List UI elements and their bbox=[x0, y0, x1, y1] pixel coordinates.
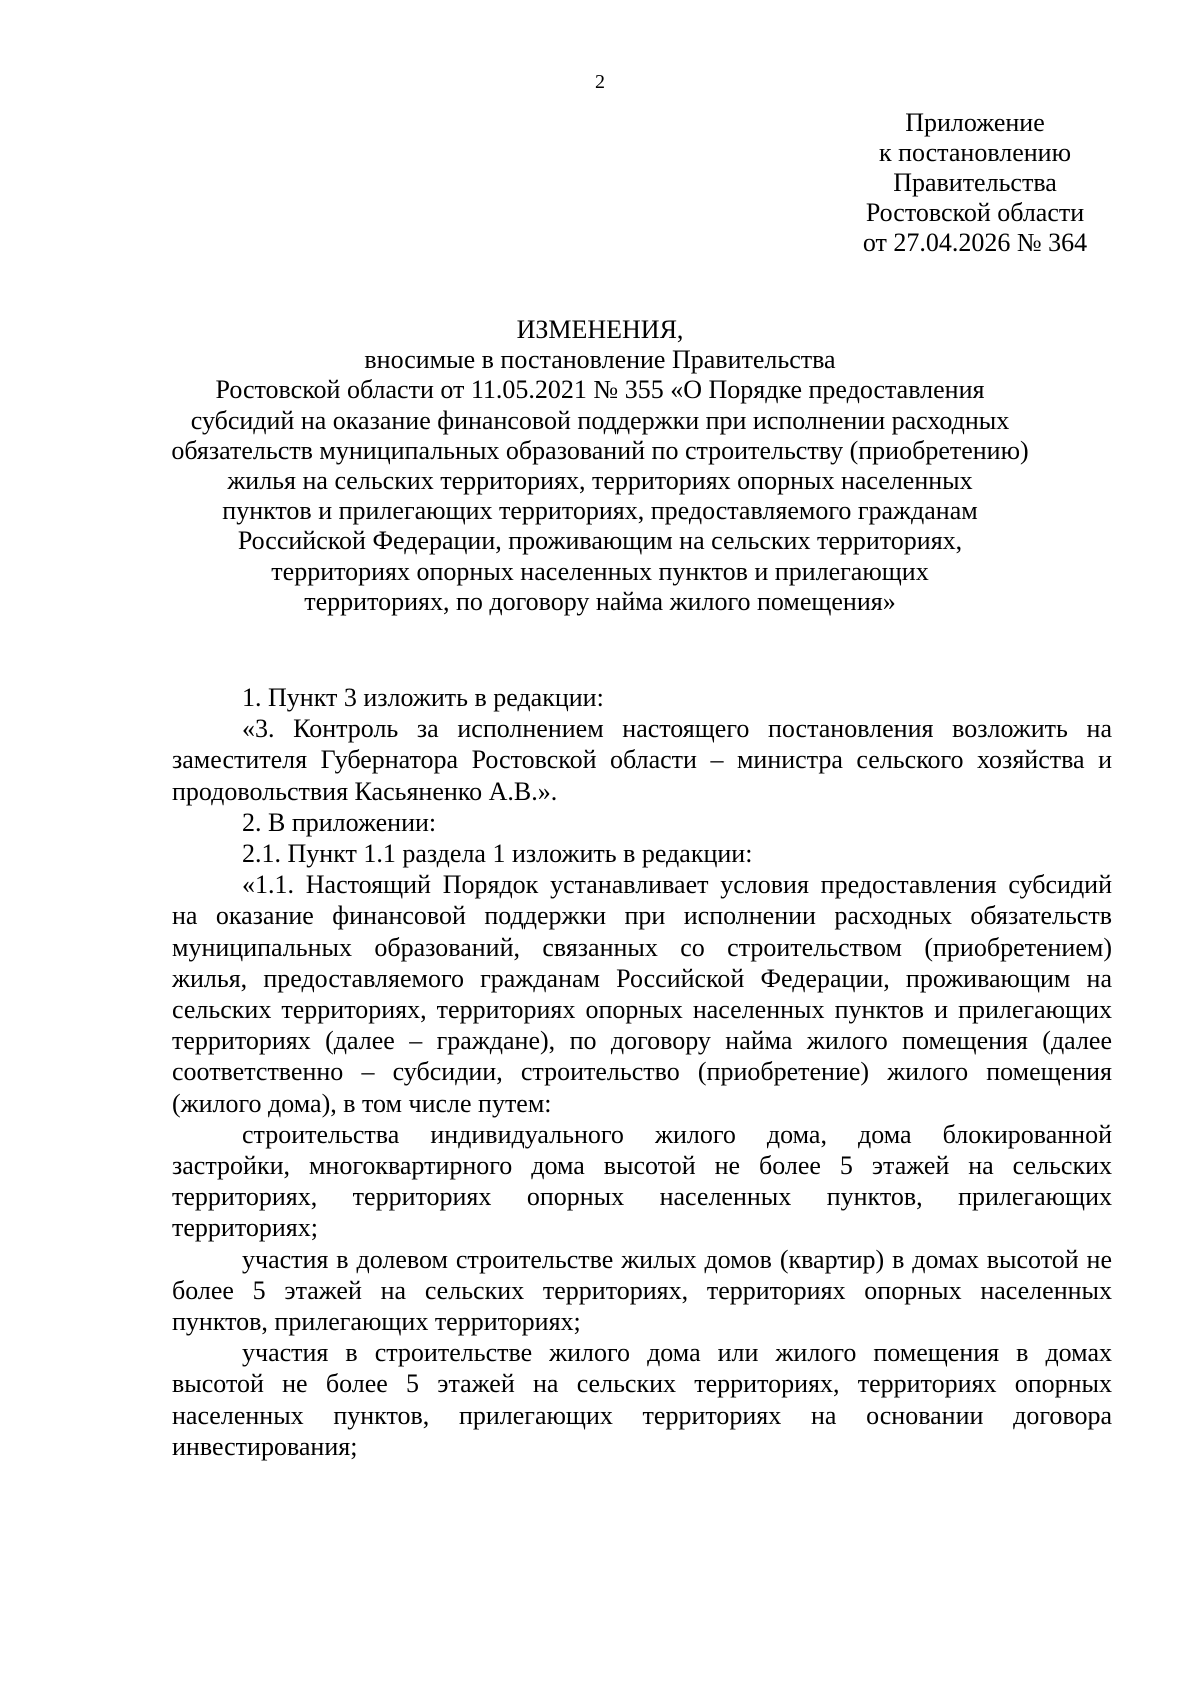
body-paragraph: 1. Пункт 3 изложить в редакции: bbox=[242, 683, 604, 712]
page-number: 2 bbox=[595, 71, 605, 93]
heading-line: территориях, по договору найма жилого помещения» bbox=[304, 586, 896, 616]
appendix-line: к постановлению bbox=[878, 138, 1072, 167]
document-body bbox=[172, 682, 1112, 1462]
heading-line: Ростовской области от 11.05.2021 № 355 «О Порядке предоставления bbox=[215, 375, 985, 405]
body-paragraph: 2.1. Пункт 1.1 раздела 1 изложить в редакции: bbox=[242, 839, 753, 869]
appendix-line: Ростовской области bbox=[865, 198, 1085, 227]
appendix-block bbox=[840, 108, 1110, 258]
appendix-line: от 27.04.2026 № 364 bbox=[862, 228, 1088, 257]
body-paragraph: строительства индивидуального жилого дома, дома блокированной застройки, многоквартирного дома высотой не более 5 этажей на сельских территориях, территориях опорных населенных пунктов, прилегающих территориях; bbox=[172, 1119, 1112, 1243]
body-paragraph: 2. В приложении: bbox=[242, 807, 437, 837]
appendix-line: Приложение bbox=[905, 108, 1045, 137]
body-paragraph: «3. Контроль за исполнением настоящего постановления возложить на заместителя Губернатора Ростовской области – министра сельского хозяйства и продовольствия Касьяненко А.В.». bbox=[172, 714, 1112, 806]
body-paragraph: участия в строительстве жилого дома или жилого помещения в домах высотой не более 5 этажей на сельских территориях, территориях опорных населенных пунктов, прилегающих территориях на основании договора инвестирования; bbox=[172, 1338, 1112, 1461]
heading-line: вносимые в постановление Правительства bbox=[364, 345, 836, 375]
heading-line: обязательств муниципальных образований по строительству (приобретению) bbox=[171, 435, 1029, 465]
body-paragraph: «1.1. Настоящий Порядок устанавливает условия предоставления субсидий на оказание финансовой поддержки при исполнении расходных обязательств муниципальных образований, связанных со строительством (приобретением) жилья, предоставляемого гражданам Российской Федерации, проживающим на сельских территориях, территориях опорных населенных пунктов и прилегающих территориях (далее – граждане), по договору найма жилого помещения (далее соответственно – субсидии, строительство (приобретение) жилого помещения (жилого дома), в том числе путем: bbox=[172, 870, 1112, 1118]
heading-line: жилья на сельских территориях, территориях опорных населенных bbox=[227, 466, 973, 496]
heading-line: Российской Федерации, проживающим на сельских территориях, bbox=[237, 526, 963, 556]
document-heading bbox=[150, 315, 1050, 617]
heading-title: ИЗМЕНЕНИЯ, bbox=[516, 315, 684, 344]
heading-line: субсидий на оказание финансовой поддержки при исполнении расходных bbox=[190, 405, 1010, 435]
heading-line: территориях опорных населенных пунктов и прилегающих bbox=[271, 556, 929, 586]
body-paragraph: участия в долевом строительстве жилых домов (квартир) в домах высотой не более 5 этажей на сельских территориях, территориях опорных населенных пунктов, прилегающих территориях; bbox=[172, 1244, 1112, 1337]
appendix-line: Правительства bbox=[893, 168, 1057, 197]
heading-line: пунктов и прилегающих территориях, предоставляемого гражданам bbox=[222, 496, 978, 526]
